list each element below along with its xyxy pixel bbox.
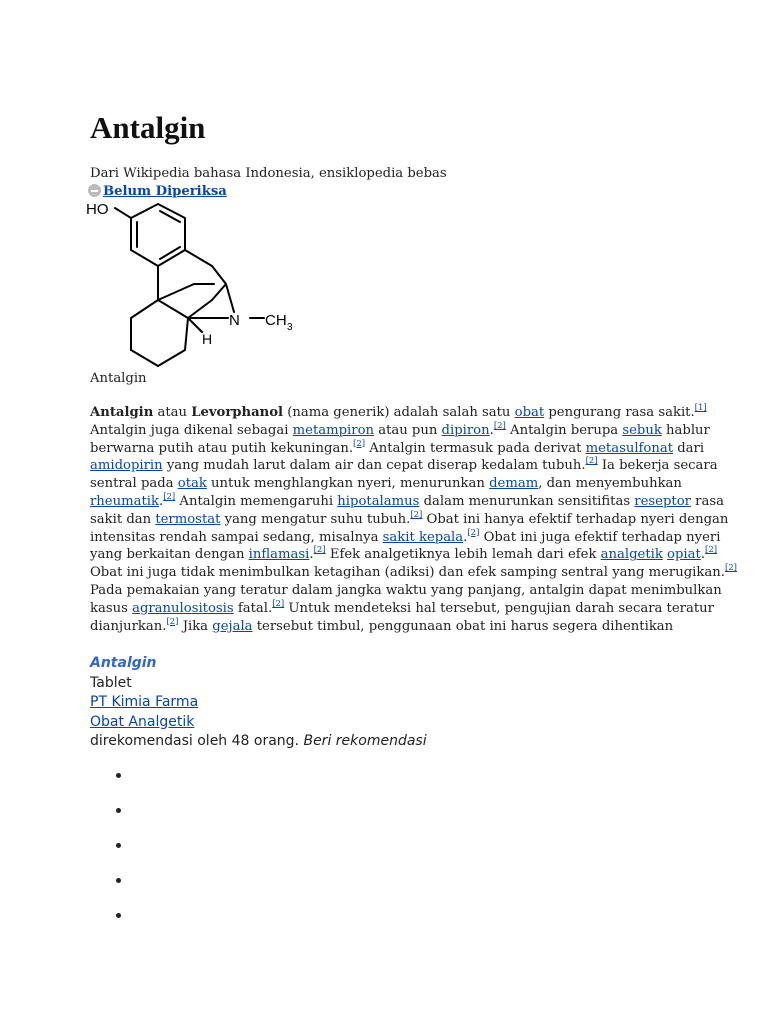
text-run: kasus — [90, 600, 133, 616]
article-line — [90, 420, 710, 440]
article-line — [90, 582, 722, 600]
wiki-link[interactable]: amidopirin — [90, 458, 163, 474]
wiki-link[interactable]: hipotalamus — [337, 493, 420, 509]
text-run: rasa — [690, 493, 724, 509]
product-info — [90, 654, 427, 752]
product-form: Tablet — [90, 674, 132, 691]
text-run: Untuk mendeteksi hal tersebut, pengujian darah secara teratur — [284, 600, 714, 616]
citation-ref — [705, 545, 717, 555]
article-line — [90, 509, 729, 529]
text-run: Antalgin juga dikenal sebagai — [90, 422, 293, 438]
text-run: Antalgin berupa — [505, 422, 623, 438]
text-run: Ia bekerja secara — [597, 458, 718, 474]
text-run: . — [309, 547, 314, 563]
text-run: atau pun — [374, 422, 442, 438]
wiki-link[interactable]: sebuk — [622, 422, 662, 438]
wiki-link[interactable]: metampiron — [292, 422, 375, 438]
manufacturer-link[interactable]: PT Kimia Farma — [90, 694, 199, 710]
citation-ref — [494, 421, 506, 431]
citation-link[interactable]: [2] — [705, 545, 718, 556]
citation-ref — [272, 599, 284, 609]
text-run: yang mudah larut dalam air dan cepat diserap kedalam tubuh. — [162, 458, 586, 474]
wiki-link[interactable]: analgetik — [600, 547, 663, 563]
hydrogen-label: H — [202, 331, 213, 347]
text-run: pengurang rasa sakit. — [544, 405, 695, 420]
citation-ref — [725, 563, 737, 573]
article-line — [90, 616, 674, 636]
article-line — [90, 527, 721, 547]
text-run: Efek analgetiknya lebih lemah dari efek — [325, 547, 601, 563]
wiki-link[interactable]: gejala — [212, 618, 253, 634]
article-line — [90, 563, 737, 582]
citation-ref — [695, 403, 707, 413]
citation-link[interactable]: [2] — [467, 527, 480, 538]
text-run: Antalgin termasuk pada derivat — [365, 440, 586, 456]
hydroxyl-label: HO — [86, 201, 109, 218]
figure-caption: Antalgin — [90, 371, 147, 386]
text-run: fatal. — [233, 600, 273, 616]
citation-link[interactable]: [2] — [272, 598, 285, 609]
citation-ref — [314, 545, 326, 555]
page-title: Antalgin — [90, 110, 206, 145]
recommend-count-text: direkomendasi oleh 48 orang. — [90, 733, 300, 749]
wiki-link[interactable]: demam — [489, 476, 539, 492]
citation-link[interactable]: [2] — [585, 456, 598, 467]
text-run: Antalgin memengaruhi — [175, 493, 338, 509]
text-run: berwarna putih atau putih kekuningan. — [90, 440, 354, 456]
wiki-link[interactable]: dipiron — [441, 422, 490, 438]
wiki-link[interactable]: sakit kepala — [382, 529, 464, 545]
methyl-label: CH — [265, 312, 287, 329]
citation-link[interactable]: [2] — [493, 420, 506, 431]
citation-link[interactable]: [2] — [724, 563, 737, 574]
citation-ref — [166, 617, 178, 627]
citation-link[interactable]: [2] — [313, 545, 326, 556]
wiki-link[interactable]: agranulositosis — [132, 600, 234, 616]
article-body — [90, 403, 737, 635]
text-run: . — [463, 529, 468, 545]
methyl-subscript: 3 — [287, 322, 293, 333]
text-run: dari — [673, 440, 705, 456]
recommend-action[interactable]: Beri rekomendasi — [303, 733, 427, 749]
site-tagline: Dari Wikipedia bahasa Indonesia, ensiklopedia bebas — [90, 166, 447, 181]
wiki-link[interactable]: rheumatik — [90, 493, 159, 509]
text-run: . — [700, 547, 706, 563]
text-run: untuk menghlangkan nyeri, menurunkan — [206, 476, 490, 492]
text-run: . — [158, 493, 164, 509]
nitrogen-label: N — [229, 312, 240, 329]
wiki-link[interactable]: reseptor — [634, 493, 691, 509]
wiki-link[interactable]: otak — [177, 476, 207, 492]
wiki-link[interactable]: inflamasi — [248, 547, 310, 563]
structure-diagram — [86, 196, 306, 376]
text-run: dalam menurunkan sensitifitas — [419, 493, 635, 509]
text-run: Jika — [178, 618, 213, 634]
text-run: (nama generik) adalah salah satu — [283, 405, 515, 420]
article-line — [90, 491, 724, 511]
text-run: dianjurkan. — [90, 618, 167, 634]
category-link[interactable]: Obat Analgetik — [90, 713, 195, 730]
article-line — [90, 545, 718, 564]
article-line — [90, 438, 705, 458]
wiki-link[interactable]: termostat — [155, 511, 221, 527]
citation-link[interactable]: [1] — [694, 403, 707, 413]
unreviewed-link[interactable]: Belum Diperiksa — [103, 184, 227, 199]
text-run: hablur — [661, 422, 710, 438]
article-line — [90, 403, 707, 422]
text-run: tersebut timbul, penggunaan obat ini harus segera dihentikan — [252, 618, 674, 634]
citation-ref — [467, 528, 479, 538]
article-line — [90, 598, 714, 618]
text-run: yang mengatur suhu tubuh. — [220, 511, 411, 527]
citation-link[interactable]: [2] — [166, 616, 179, 627]
wiki-link[interactable]: metasulfonat — [585, 440, 674, 456]
article-line — [90, 475, 682, 493]
citation-link[interactable]: [2] — [410, 509, 423, 520]
citation-ref — [410, 510, 422, 520]
wiki-link[interactable]: obat — [514, 405, 545, 420]
text-run: Obat ini juga efektif terhadap nyeri — [479, 529, 721, 545]
text-run: Obat ini juga tidak menimbulkan ketagihan (adiksi) dan efek samping sentral yang merugikan. — [90, 565, 725, 581]
bold-term: Antalgin — [90, 405, 154, 420]
citation-link[interactable]: [2] — [353, 438, 366, 449]
citation-ref — [586, 456, 598, 466]
text-run: sakit dan — [90, 511, 156, 527]
citation-link[interactable]: [2] — [163, 491, 176, 502]
text-run: Obat ini hanya efektif terhadap nyeri dengan — [422, 511, 729, 527]
citation-ref — [163, 492, 175, 502]
recommendation-line — [90, 732, 427, 752]
text-run: . — [489, 422, 494, 438]
wiki-link[interactable]: opiat — [667, 547, 701, 563]
text-run: Pada pemakaian yang teratur dalam jangka waktu yang panjang, antalgin dapat menimbulkan — [90, 582, 722, 598]
text-run: sentral pada — [90, 476, 178, 492]
text-run: , dan menyembuhkan — [538, 476, 682, 492]
text-run: yang berkaitan dengan — [90, 547, 249, 563]
product-name: Antalgin — [90, 655, 157, 671]
citation-ref — [353, 439, 365, 449]
bold-term: Levorphanol — [191, 405, 284, 420]
text-run: intensitas rendah sampai sedang, misalnya — [90, 529, 383, 545]
text-run: atau — [153, 405, 192, 420]
article-line — [90, 456, 718, 475]
